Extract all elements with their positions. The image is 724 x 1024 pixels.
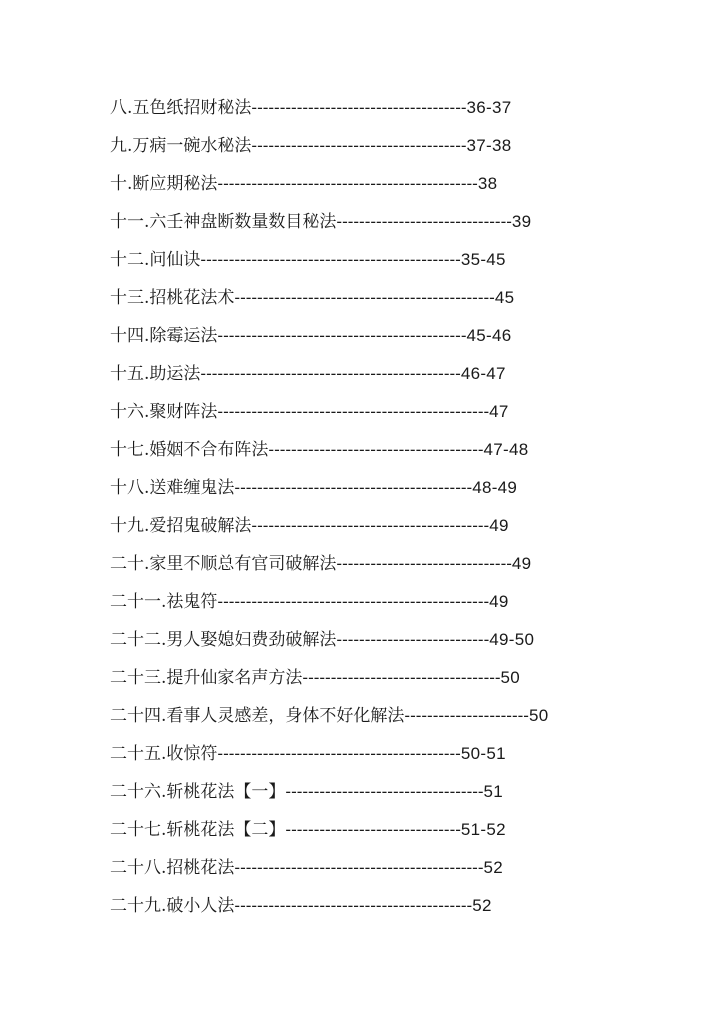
toc-leader: ------------------------------------------- (217, 744, 461, 763)
toc-leader: -------------------------------------- (251, 98, 467, 117)
toc-entry-title: 二十九.破小人法 (110, 896, 235, 916)
toc-leader: -------------------------------------- (268, 440, 484, 459)
toc-page-range: 51 (483, 782, 504, 801)
toc-entry (110, 317, 614, 355)
toc-entry (110, 355, 614, 393)
toc-page-range: 45-46 (466, 326, 512, 345)
toc-entry-title: 十一.六壬神盘断数量数目秘法 (110, 212, 337, 232)
toc-page-range: 47-48 (483, 440, 529, 459)
toc-leader: ------------------------------------------ (234, 478, 473, 497)
toc-entry-title: 二十一.祛鬼符 (110, 592, 218, 612)
toc-page-range: 36-37 (466, 98, 512, 117)
toc-leader: ---------------------------------------------- (200, 250, 461, 269)
toc-entry (110, 887, 614, 925)
toc-leader: ----------------------------------- (285, 782, 484, 801)
toc-page-range: 50 (528, 706, 549, 725)
toc-entry-title: 二十.家里不顺总有官司破解法 (110, 554, 337, 574)
toc-entry (110, 279, 614, 317)
toc-page-range: 49 (489, 516, 509, 535)
toc-page-range: 46-47 (460, 364, 506, 383)
toc-page-range: 37-38 (466, 136, 512, 155)
toc-leader: ---------------------------------------------- (234, 288, 495, 307)
toc-entry-title: 十四.除霉运法 (110, 326, 218, 346)
toc-entry (110, 507, 614, 545)
toc-entry-title: 十二.问仙诀 (110, 250, 201, 270)
toc-entry (110, 659, 614, 697)
toc-page-range: 50-51 (460, 744, 506, 763)
toc-entry-title: 二十八.招桃花法 (110, 858, 235, 878)
toc-leader: -------------------------------------- (251, 136, 467, 155)
toc-entry-title: 二十五.收惊符 (110, 744, 218, 764)
toc-entry-title: 二十六.斩桃花法【一】 (110, 782, 286, 802)
toc-page-range: 48-49 (472, 478, 518, 497)
toc-leader: ------------------------------- (336, 212, 512, 231)
toc-page-range: 52 (483, 858, 504, 877)
toc-entry-title: 八.五色纸招财秘法 (110, 98, 252, 118)
toc-entry-title: 十九.爱招鬼破解法 (110, 516, 252, 536)
toc-leader: ---------------------------------------------- (200, 364, 461, 383)
toc-entry (110, 621, 614, 659)
toc-page-range: 49 (511, 554, 532, 573)
toc-leader: ------------------------------------------ (234, 896, 473, 915)
toc-entry (110, 849, 614, 887)
toc-leader: ---------------------- (404, 706, 529, 725)
toc-entry-title: 十三.招桃花法术 (110, 288, 235, 308)
toc-entry-title: 二十二.男人娶媳妇费劲破解法 (110, 630, 337, 650)
toc-entry-title: 二十四.看事人灵感差，身体不好化解法 (110, 706, 405, 726)
toc-entry (110, 241, 614, 279)
toc-entry (110, 393, 614, 431)
toc-entry (110, 203, 614, 241)
toc-entry (110, 697, 614, 735)
toc-entry (110, 773, 614, 811)
toc-page-range: 49 (489, 592, 509, 611)
toc-entry (110, 165, 614, 203)
toc-page-range: 52 (472, 896, 492, 915)
toc-entry (110, 89, 614, 127)
toc-leader: ------------------------------- (336, 554, 512, 573)
toc-page-range: 49-50 (489, 630, 535, 649)
toc-page-range: 45 (494, 288, 515, 307)
toc-leader: --------------------------- (336, 630, 490, 649)
toc-entry-title: 十六.聚财阵法 (110, 402, 218, 422)
toc-entry-title: 十.断应期秘法 (110, 174, 218, 194)
toc-entry-title: 九.万病一碗水秘法 (110, 136, 252, 156)
toc-page-range: 39 (511, 212, 532, 231)
toc-entry (110, 811, 614, 849)
toc-entry (110, 583, 614, 621)
toc-entry (110, 127, 614, 165)
toc-leader: ------------------------------------------------ (217, 592, 490, 611)
toc-leader: -------------------------------------------- (234, 858, 484, 877)
toc-page-range: 35-45 (460, 250, 506, 269)
table-of-contents (110, 89, 614, 925)
toc-leader: ---------------------------------------------- (217, 174, 478, 193)
toc-page-range: 51-52 (460, 820, 506, 839)
toc-entry-title: 二十三.提升仙家名声方法 (110, 668, 303, 688)
toc-entry (110, 431, 614, 469)
toc-entry-title: 十八.送难缠鬼法 (110, 478, 235, 498)
toc-leader: ------------------------------- (285, 820, 461, 839)
toc-entry-title: 二十七.斩桃花法【二】 (110, 820, 286, 840)
toc-entry (110, 469, 614, 507)
toc-entry-title: 十五.助运法 (110, 364, 201, 384)
toc-entry (110, 735, 614, 773)
toc-leader: ----------------------------------- (302, 668, 501, 687)
toc-page-range: 50 (500, 668, 521, 687)
toc-page-range: 38 (477, 174, 498, 193)
toc-page-range: 47 (489, 402, 509, 421)
toc-leader: ------------------------------------------ (251, 516, 490, 535)
toc-entry-title: 十七.婚姻不合布阵法 (110, 440, 269, 460)
toc-leader: -------------------------------------------- (217, 326, 467, 345)
toc-entry (110, 545, 614, 583)
toc-leader: ------------------------------------------------ (217, 402, 490, 421)
